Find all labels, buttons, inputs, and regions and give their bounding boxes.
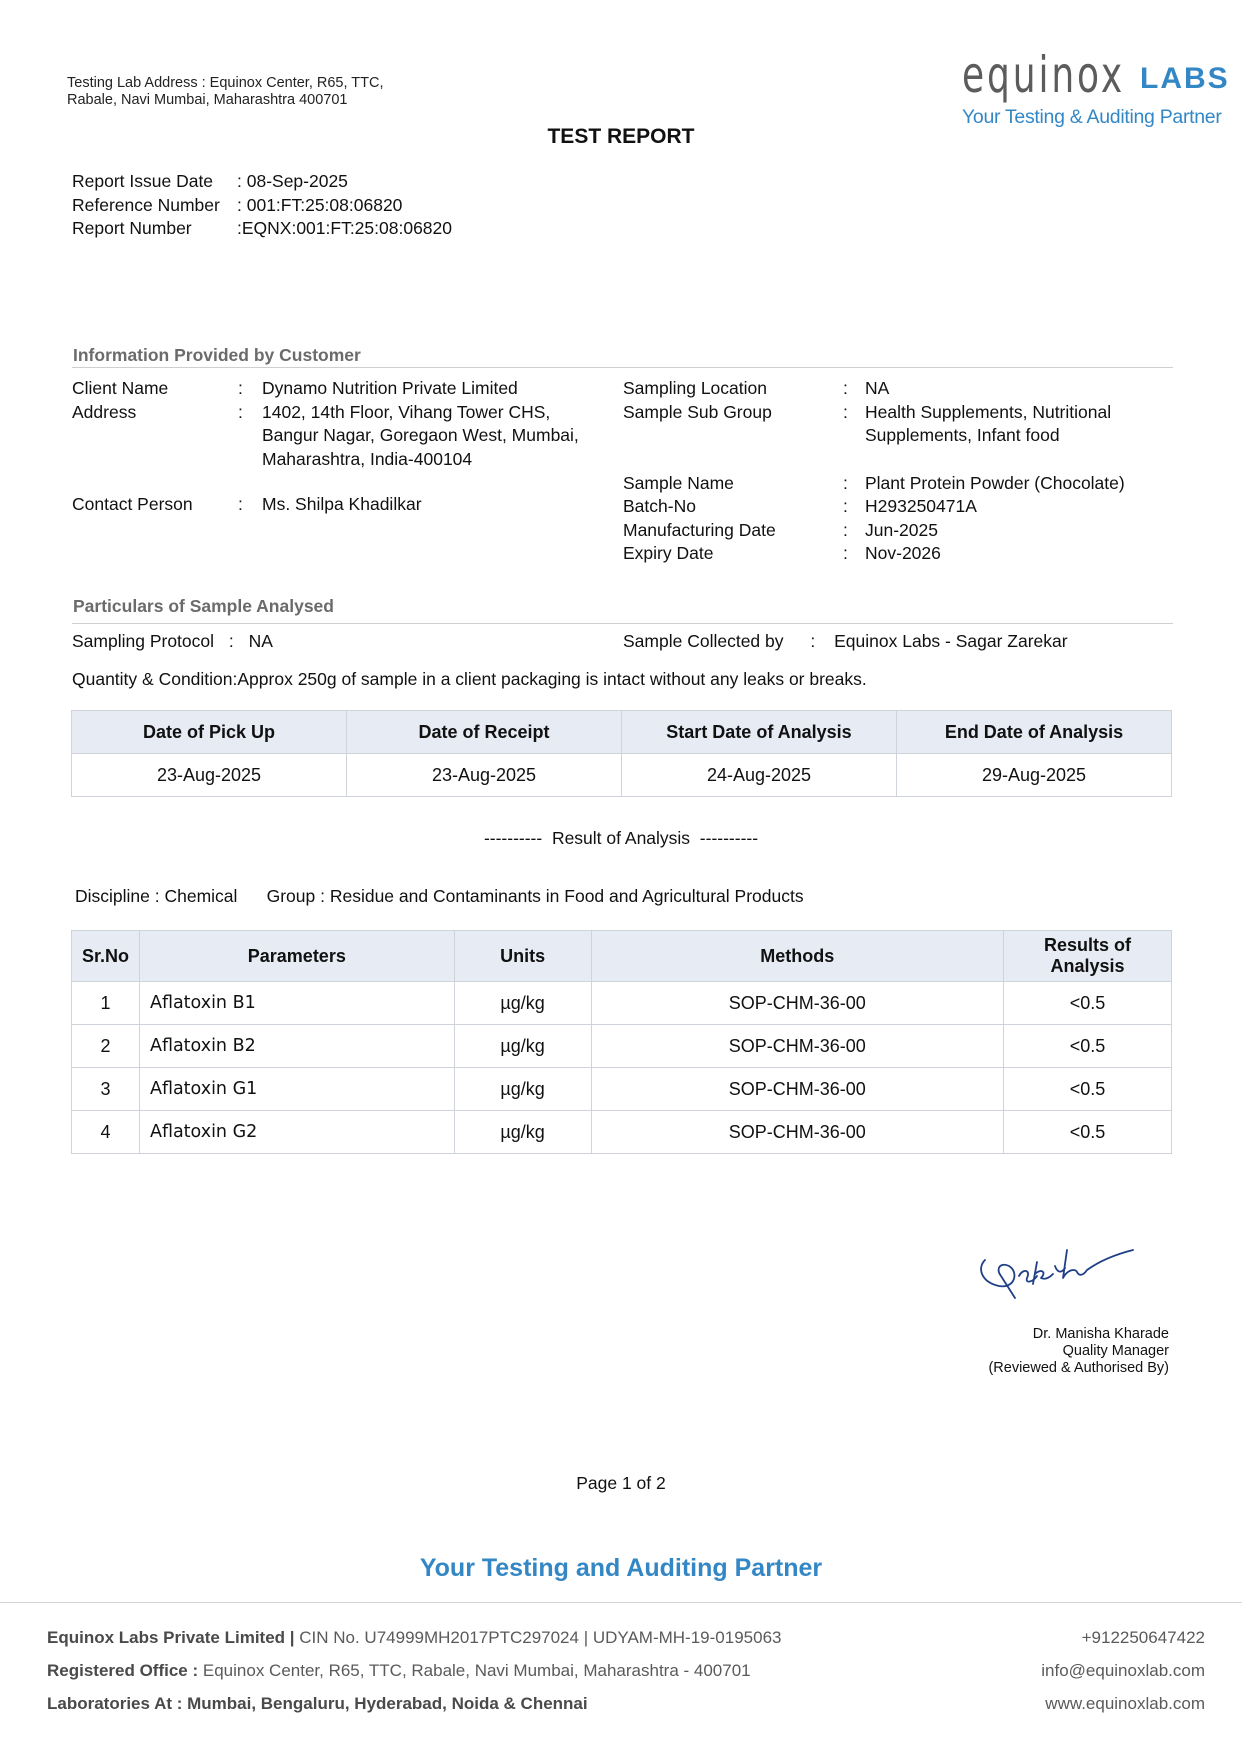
sampling-protocol-label: Sampling Protocol	[72, 631, 215, 651]
meta-value: : 001:FT:25:08:06820	[237, 194, 403, 215]
footer-tagline: Your Testing and Auditing Partner	[419, 1554, 823, 1582]
client-name-label: Client Name	[72, 378, 169, 398]
dates-header-cell: Date of Receipt	[347, 711, 622, 754]
sample-section-title: Particulars of Sample Analysed	[73, 596, 334, 616]
result-heading: ---------- Result of Analysis ----------	[483, 828, 759, 848]
address-line: Maharashtra, India-400104	[262, 448, 473, 469]
table-row	[72, 1111, 1172, 1154]
footer-phone[interactable]: +912250647422	[1081, 1628, 1205, 1647]
parameter-cell: Aflatoxin B1	[139, 982, 454, 1025]
method-cell: SOP-CHM-36-00	[591, 1025, 1004, 1068]
parameter-cell: Aflatoxin B2	[139, 1025, 454, 1068]
logo-wordmark: equinox	[962, 46, 1126, 104]
unit-cell: µg/kg	[454, 982, 591, 1025]
report-meta	[72, 170, 452, 241]
client-name-value: Dynamo Nutrition Private Limited	[262, 378, 518, 398]
logo-labs: LABS	[1140, 62, 1230, 95]
dates-value-cell: 29-Aug-2025	[897, 754, 1172, 797]
unit-cell: µg/kg	[454, 1025, 591, 1068]
batch-label: Batch-No	[623, 496, 696, 516]
contact-label: Contact Person	[72, 494, 193, 514]
meta-row-issue-date	[72, 170, 452, 194]
results-header-text: Results of Analysis	[1044, 935, 1132, 976]
sampling-protocol	[72, 630, 273, 654]
batch-value: H293250471A	[865, 496, 977, 516]
meta-label: Reference Number	[72, 194, 220, 215]
parameter-cell: Aflatoxin G1	[139, 1068, 454, 1111]
signatory-role: Quality Manager	[1062, 1343, 1169, 1359]
sub-group-line: Supplements, Infant food	[865, 425, 1060, 445]
signatory-note: (Reviewed & Authorised By)	[988, 1360, 1169, 1376]
dates-table	[71, 710, 1172, 797]
sample-collected-by	[623, 630, 1068, 654]
result-cell: <0.5	[1004, 1111, 1172, 1154]
colon: :	[238, 378, 243, 398]
result-cell: <0.5	[1004, 1025, 1172, 1068]
dates-value-cell: 24-Aug-2025	[622, 754, 897, 797]
dates-header-row	[72, 711, 1172, 754]
footer-office: Equinox Center, R65, TTC, Rabale, Navi Mumbai, Maharashtra - 400701	[198, 1661, 751, 1680]
colon: :	[843, 401, 848, 422]
expiry-date-value: Nov-2026	[865, 543, 941, 563]
mfg-date-label: Manufacturing Date	[623, 519, 776, 540]
footer-office-label: Registered Office :	[47, 1661, 199, 1680]
sample-name-value: Plant Protein Powder (Chocolate)	[865, 472, 1125, 493]
results-header-cell: Units	[454, 931, 591, 982]
quantity-label: Quantity & Condition	[72, 669, 233, 689]
logo-tagline: Your Testing & Auditing Partner	[962, 106, 1222, 128]
address-value	[262, 401, 612, 472]
address-line: Bangur Nagar, Goregaon West, Mumbai,	[262, 425, 579, 445]
method-cell: SOP-CHM-36-00	[591, 982, 1004, 1025]
signatory-block	[988, 1326, 1169, 1377]
meta-row-report-number	[72, 217, 452, 241]
colon: :	[238, 401, 243, 422]
sr-cell: 4	[72, 1111, 140, 1154]
dates-value-cell: 23-Aug-2025	[72, 754, 347, 797]
dates-header-cell: Date of Pick Up	[72, 711, 347, 754]
contact-value: Ms. Shilpa Khadilkar	[262, 494, 422, 514]
signature-image	[975, 1232, 1135, 1302]
mfg-date-value: Jun-2025	[865, 519, 938, 540]
method-cell: SOP-CHM-36-00	[591, 1111, 1004, 1154]
sr-cell: 2	[72, 1025, 140, 1068]
sample-name-label: Sample Name	[623, 472, 734, 493]
signatory-name: Dr. Manisha Kharade	[1032, 1326, 1169, 1342]
equinox-labs-logo	[962, 46, 1234, 129]
result-cell: <0.5	[1004, 1068, 1172, 1111]
meta-label: Report Issue Date	[72, 171, 214, 191]
group: Group : Residue and Contaminants in Food and Agricultural Products	[266, 886, 804, 906]
dates-header-cell: Start Date of Analysis	[622, 711, 897, 754]
result-cell: <0.5	[1004, 982, 1172, 1025]
table-row	[72, 1025, 1172, 1068]
results-table	[71, 930, 1172, 1154]
unit-cell: µg/kg	[454, 1111, 591, 1154]
footer-line-office	[47, 1654, 781, 1687]
unit-cell: µg/kg	[454, 1068, 591, 1111]
footer-divider	[0, 1602, 1242, 1603]
quantity-value: :Approx 250g of sample in a client packaging is intact without any leaks or breaks.	[232, 669, 867, 689]
colon: :	[810, 631, 816, 651]
customer-info-left	[72, 377, 612, 517]
footer-cin: CIN No. U74999MH2017PTC297024 | UDYAM-MH-19-0195063	[294, 1628, 782, 1647]
report-title: TEST REPORT	[547, 125, 695, 148]
table-row	[72, 982, 1172, 1025]
dates-header-cell: End Date of Analysis	[897, 711, 1172, 754]
sampling-location-value: NA	[865, 378, 890, 398]
address-line: 1402, 14th Floor, Vihang Tower CHS,	[262, 401, 551, 422]
customer-info-right	[623, 377, 1183, 566]
parameter-cell: Aflatoxin G2	[139, 1111, 454, 1154]
section-divider	[72, 367, 1173, 368]
colon: :	[228, 631, 234, 651]
footer-labs: Laboratories At : Mumbai, Bengaluru, Hyderabad, Noida & Chennai	[47, 1694, 588, 1713]
colon: :	[238, 494, 243, 514]
footer-line-company	[47, 1621, 781, 1654]
table-row	[72, 1068, 1172, 1111]
method-cell: SOP-CHM-36-00	[591, 1068, 1004, 1111]
colon: :	[843, 543, 848, 563]
page-number: Page 1 of 2	[576, 1473, 666, 1493]
colon: :	[843, 378, 848, 398]
expiry-date-label: Expiry Date	[623, 543, 714, 563]
sr-cell: 1	[72, 982, 140, 1025]
meta-value: :EQNX:001:FT:25:08:06820	[237, 218, 452, 238]
sr-cell: 3	[72, 1068, 140, 1111]
results-header-row	[72, 931, 1172, 982]
discipline: Discipline : Chemical	[75, 886, 238, 906]
results-header-cell: Parameters	[139, 931, 454, 982]
sampling-location-label: Sampling Location	[623, 378, 767, 398]
quantity-condition	[72, 669, 867, 690]
footer-email[interactable]: info@equinoxlab.com	[1041, 1661, 1205, 1680]
meta-row-reference	[72, 194, 452, 218]
section-divider	[72, 623, 1173, 624]
customer-section-title: Information Provided by Customer	[73, 345, 361, 365]
footer-line-labs	[47, 1687, 781, 1720]
sample-collected-value: Equinox Labs - Sagar Zarekar	[834, 631, 1068, 651]
address-label: Address	[72, 401, 137, 422]
colon: :	[843, 472, 848, 493]
results-header-cell: Sr.No	[72, 931, 140, 982]
sampling-protocol-value: NA	[248, 631, 273, 651]
dates-value-cell: 23-Aug-2025	[347, 754, 622, 797]
sub-group-value	[865, 401, 1183, 448]
colon: :	[843, 496, 848, 516]
meta-label: Report Number	[72, 218, 192, 238]
lab-address: Testing Lab Address : Equinox Center, R65, TTC, Rabale, Navi Mumbai, Maharashtra 400701	[67, 75, 384, 108]
footer-company-info	[47, 1621, 781, 1720]
footer-website[interactable]: www.equinoxlab.com	[1045, 1694, 1205, 1713]
footer-contact	[1041, 1621, 1205, 1720]
sample-collected-label: Sample Collected by	[623, 631, 784, 651]
sub-group-line: Health Supplements, Nutritional	[865, 401, 1112, 422]
sub-group-label: Sample Sub Group	[623, 401, 772, 422]
results-header-cell	[1004, 931, 1172, 982]
colon: :	[843, 519, 848, 540]
meta-value: : 08-Sep-2025	[237, 171, 348, 191]
results-header-cell: Methods	[591, 931, 1004, 982]
footer-company-name: Equinox Labs Private Limited |	[47, 1628, 295, 1647]
discipline-group	[75, 886, 804, 907]
dates-value-row	[72, 754, 1172, 797]
